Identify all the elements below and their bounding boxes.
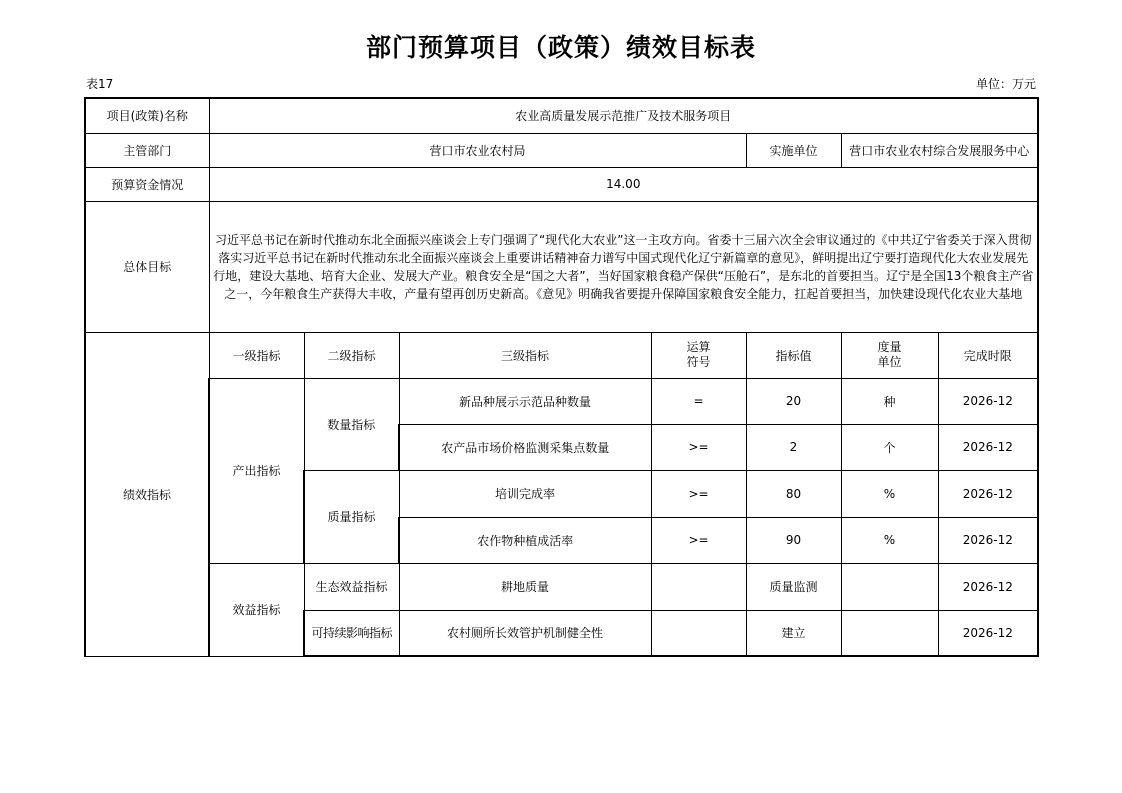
indicator-deadline: 2026-12 — [938, 424, 1038, 470]
indicator-name: 耕地质量 — [399, 563, 651, 610]
page-title: 部门预算项目（政策）绩效目标表 — [365, 33, 756, 62]
impl-label: 实施单位 — [746, 133, 841, 167]
header-unit — [841, 332, 938, 378]
group-benefit: 效益指标 — [209, 563, 304, 656]
header-operator-line1: 运算 — [686, 340, 711, 354]
budget-row — [85, 167, 1038, 201]
indicator-value: 建立 — [746, 610, 841, 656]
unit-label: 单位：万元 — [975, 77, 1036, 91]
indicator-unit: % — [841, 470, 938, 517]
indicator-unit: 个 — [841, 424, 938, 470]
indicator-name: 农村厕所长效管护机制健全性 — [399, 610, 651, 656]
table-row — [85, 378, 1038, 424]
header-level2: 二级指标 — [304, 332, 399, 378]
indicator-name: 新品种展示示范品种数量 — [399, 378, 651, 424]
table-number: 表17 — [86, 77, 114, 91]
header-value: 指标值 — [746, 332, 841, 378]
goal-row — [85, 201, 1038, 332]
dept-row — [85, 133, 1038, 167]
header-level1: 一级指标 — [209, 332, 304, 378]
indicator-name: 培训完成率 — [399, 470, 651, 517]
indicator-op: = — [651, 378, 746, 424]
dept-label: 主管部门 — [85, 133, 209, 167]
indicator-value: 80 — [746, 470, 841, 517]
group-quantity: 数量指标 — [304, 378, 399, 470]
table-row — [85, 563, 1038, 610]
indicator-op: >= — [651, 424, 746, 470]
header-deadline: 完成时限 — [938, 332, 1038, 378]
indicator-value: 质量监测 — [746, 563, 841, 610]
indicator-name: 农作物种植成活率 — [399, 517, 651, 563]
indicator-unit: % — [841, 517, 938, 563]
project-row — [85, 98, 1038, 133]
impl-value: 营口市农业农村综合发展服务中心 — [841, 133, 1038, 167]
group-eco: 生态效益指标 — [304, 563, 399, 610]
indicator-value: 90 — [746, 517, 841, 563]
indicator-deadline: 2026-12 — [938, 563, 1038, 610]
budget-value: 14.00 — [209, 167, 1038, 201]
goal-label: 总体目标 — [85, 201, 209, 332]
perf-label: 绩效指标 — [85, 332, 209, 656]
group-quality: 质量指标 — [304, 470, 399, 563]
indicator-op — [651, 610, 746, 656]
group-sustain: 可持续影响指标 — [304, 610, 399, 656]
indicator-deadline: 2026-12 — [938, 610, 1038, 656]
goal-value: 习近平总书记在新时代推动东北全面振兴座谈会上专门强调了“现代化大农业”这一主攻方向。省委十三届六次全会审议通过的《中共辽宁省委关于深入贯彻落实习近平总书记在新时代推动东北全面振兴座谈会上重要讲话精神奋力谱写中国式现代化辽宁新篇章的意见》，鲜明提出辽宁要打造现代化大农业发展先行地，建设大基地、培育大企业、发展大产业。粮食安全是“国之大者”，当好国家粮食稳产保供“压舱石”，是东北的首要担当。辽宁是全国13个粮食主产省之一，今年粮食生产获得大丰收，产量有望再创历史新高。《意见》明确我省要提升保障国家粮食安全能力，扛起首要担当，加快建设现代化农业大基地 — [209, 201, 1038, 332]
header-operator — [651, 332, 746, 378]
header-level3: 三级指标 — [399, 332, 651, 378]
header-operator-line2: 符号 — [686, 355, 711, 369]
indicator-op: >= — [651, 517, 746, 563]
indicator-name: 农产品市场价格监测采集点数量 — [399, 424, 651, 470]
indicator-unit — [841, 563, 938, 610]
indicator-value: 2 — [746, 424, 841, 470]
group-output: 产出指标 — [209, 378, 304, 563]
project-label: 项目(政策)名称 — [85, 98, 209, 133]
performance-table — [84, 97, 1039, 657]
indicator-op: >= — [651, 470, 746, 517]
indicator-header-row — [85, 332, 1038, 378]
project-value: 农业高质量发展示范推广及技术服务项目 — [209, 98, 1038, 133]
indicator-unit: 种 — [841, 378, 938, 424]
indicator-deadline: 2026-12 — [938, 517, 1038, 563]
header-unit-line1: 度量 — [877, 340, 902, 354]
indicator-deadline: 2026-12 — [938, 378, 1038, 424]
indicator-unit — [841, 610, 938, 656]
indicator-op — [651, 563, 746, 610]
indicator-deadline: 2026-12 — [938, 470, 1038, 517]
header-unit-line2: 单位 — [877, 355, 902, 369]
budget-label: 预算资金情况 — [85, 167, 209, 201]
dept-value: 营口市农业农村局 — [209, 133, 746, 167]
indicator-value: 20 — [746, 378, 841, 424]
